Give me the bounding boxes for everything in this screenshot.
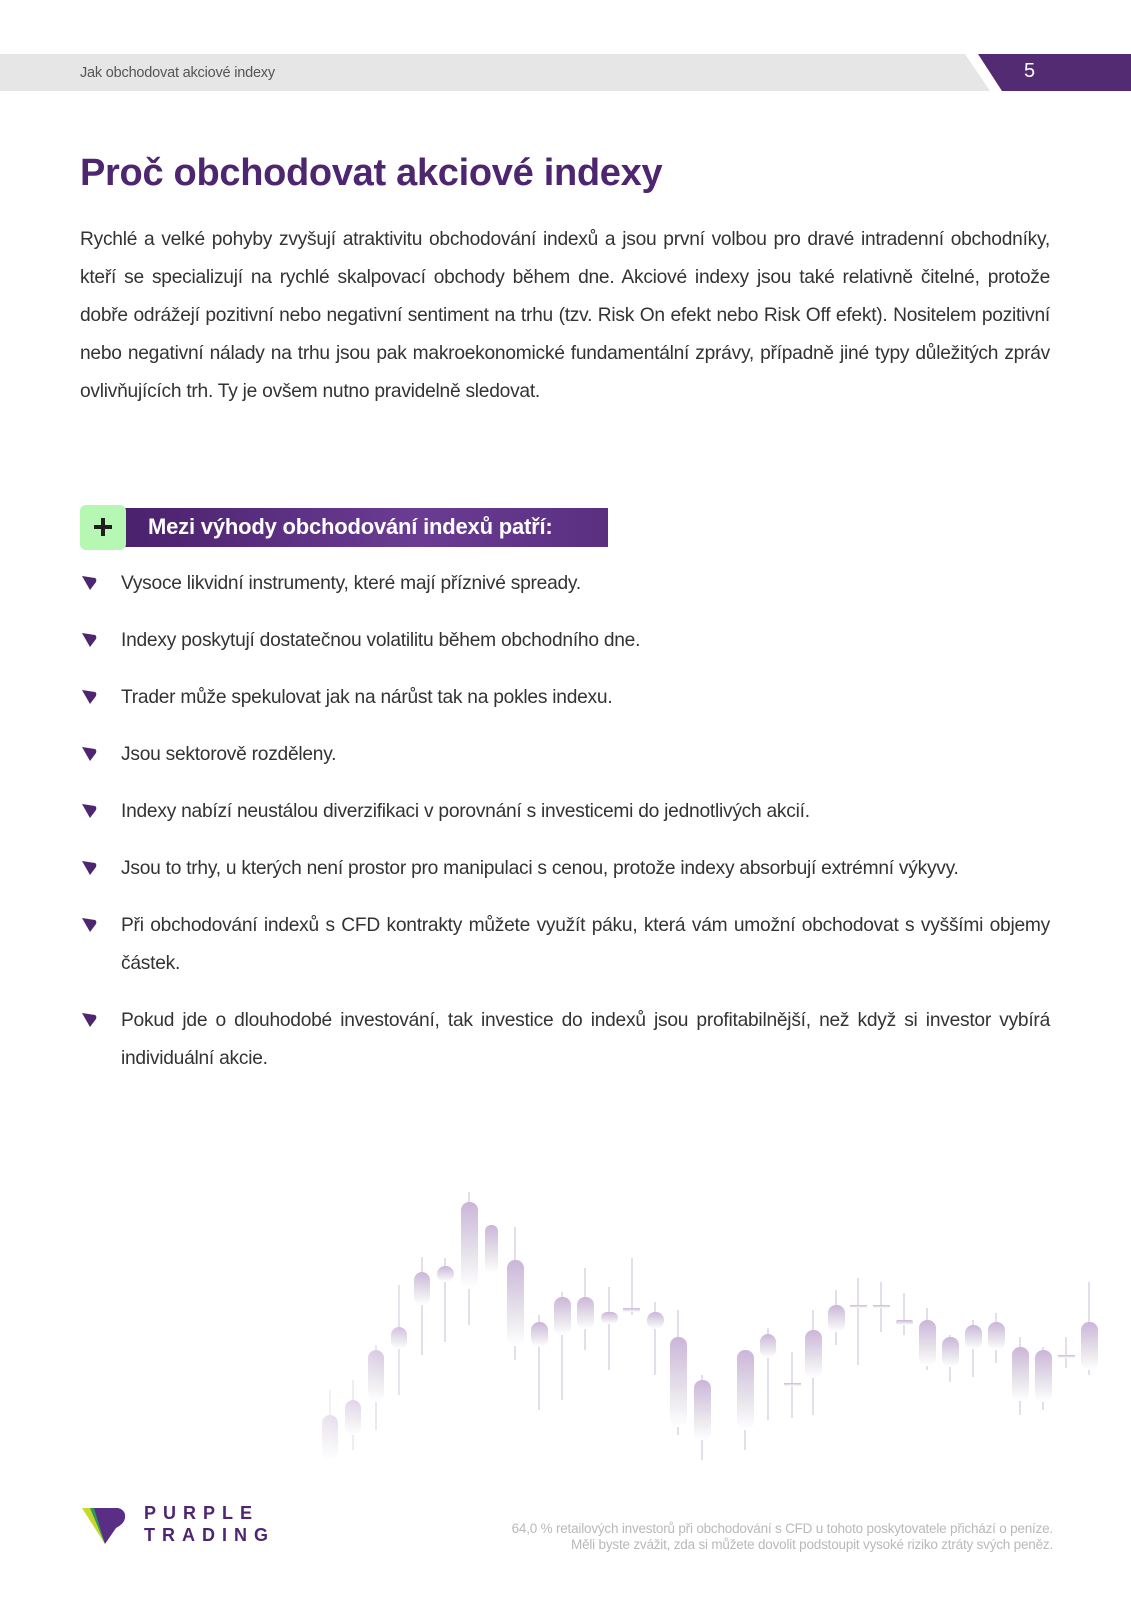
- list-item: Jsou sektorově rozděleny.: [80, 736, 1050, 774]
- bullet-icon: [82, 1013, 97, 1027]
- bullet-icon: [82, 576, 97, 590]
- benefits-title-bar: [122, 508, 608, 547]
- list-item: Indexy nabízí neustálou diverzifikaci v porovnání s investicemi do jednotlivých akcií.: [80, 793, 1050, 831]
- page-number-badge: [978, 54, 1131, 91]
- candlestick-decoration: [300, 1150, 1131, 1470]
- logo-mark-icon: [82, 1504, 126, 1544]
- page-number: 5: [1024, 60, 1036, 82]
- benefits-header: [80, 505, 608, 549]
- bullet-icon: [82, 747, 97, 761]
- logo-text-line2: TRADING: [144, 1525, 275, 1545]
- bullet-icon: [82, 918, 97, 932]
- list-item: Jsou to trhy, u kterých není prostor pro manipulaci s cenou, protože indexy absorbují extrémní výkyvy.: [80, 850, 1050, 888]
- header-title: Jak obchodovat akciové indexy: [80, 65, 275, 81]
- purple-trading-logo: [82, 1502, 275, 1546]
- list-item: Indexy poskytují dostatečnou volatilitu během obchodního dne.: [80, 622, 1050, 660]
- bullet-icon: [82, 690, 97, 704]
- plus-icon: [80, 505, 126, 550]
- benefits-title: Mezi výhody obchodování indexů patří:: [148, 514, 553, 539]
- disclaimer-line-2: Měli byste zvážit, zda si můžete dovolit podstoupit vysoké riziko ztráty svých peněz.: [571, 1537, 1053, 1552]
- list-item: Při obchodování indexů s CFD kontrakty můžete využít páku, která vám umožní obchodovat s vyššími objemy částek.: [80, 907, 1050, 983]
- bullet-icon: [82, 861, 97, 875]
- bullet-icon: [82, 804, 97, 818]
- disclaimer-line-1: 64,0 % retailových investorů při obchodování s CFD u tohoto poskytovatele přichází o peníze.: [511, 1521, 1053, 1536]
- benefits-list: [80, 565, 1050, 1097]
- list-item: Pokud jde o dlouhodobé investování, tak investice do indexů jsou profitabilnější, než když si investor vybírá individuální akcie.: [80, 1002, 1050, 1078]
- list-item: Vysoce likvidní instrumenty, které mají příznivé spready.: [80, 565, 1050, 603]
- intro-paragraph: Rychlé a velké pohyby zvyšují atraktivitu obchodování indexů a jsou první volbou pro dravé intradenní obchodníky, kteří se specializují na rychlé skalpovací obchody během dne. Akciové indexy jsou také relativně čitelné, protože dobře odrážejí pozitivní nebo negativní sentiment na trhu (tzv. Risk On efekt nebo Risk Off efekt). Nositelem pozitivní nebo negativní nálady na trhu jsou pak makroekonomické fundamentální zprávy, případně jiné typy důležitých zpráv ovlivňujících trh. Ty je ovšem nutno pravidelně sledovat.: [80, 229, 1050, 402]
- logo-text-line1: PURPLE: [144, 1503, 260, 1523]
- risk-disclaimer: [512, 1521, 1053, 1553]
- list-item: Trader může spekulovat jak na nárůst tak na pokles indexu.: [80, 679, 1050, 717]
- bullet-icon: [82, 633, 97, 647]
- page-title: Proč obchodovat akciové indexy: [80, 152, 663, 194]
